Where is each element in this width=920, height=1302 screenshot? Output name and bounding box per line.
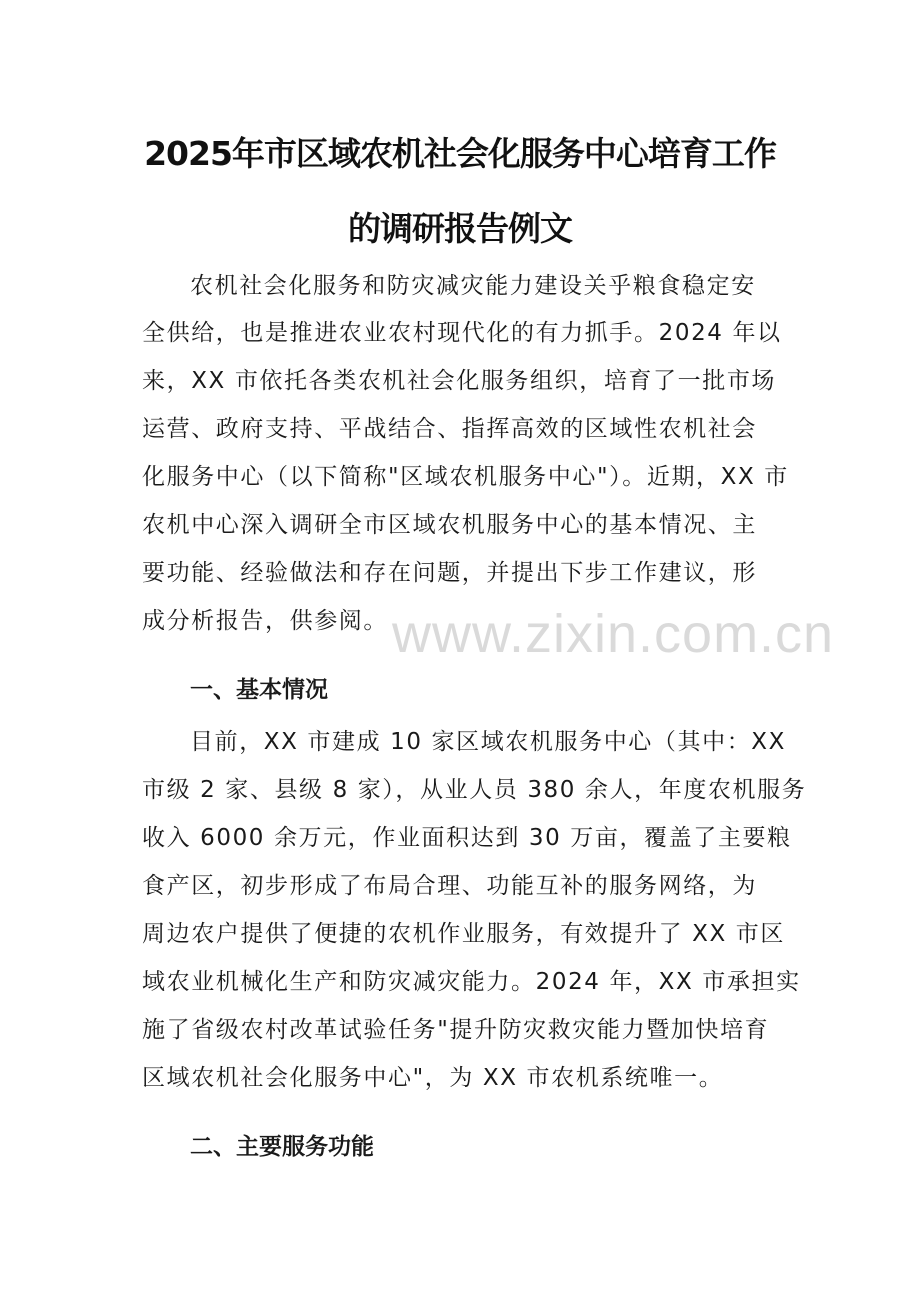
document-title-line-2: 的调研报告例文 <box>348 209 572 248</box>
section1-paragraph-line: 市级 2 家、县级 8 家），从业人员 380 余人，年度农机服务 <box>142 777 807 803</box>
section1-paragraph-line: 收入 6000 余万元，作业面积达到 30 万亩，覆盖了主要粮 <box>142 825 792 851</box>
intro-paragraph-line: 农机中心深入调研全市区域农机服务中心的基本情况、主 <box>142 512 757 538</box>
intro-paragraph-line: 来，XX 市依托各类农机社会化服务组织，培育了一批市场 <box>142 368 777 394</box>
intro-paragraph-line: 全供给，也是推进农业农村现代化的有力抓手。2024 年以 <box>142 320 782 346</box>
intro-paragraph-line: 成分析报告，供参阅。 <box>142 608 388 634</box>
section1-paragraph-line: 目前，XX 市建成 10 家区域农机服务中心（其中：XX <box>190 729 787 755</box>
watermark-text: www.zixin.com.cn <box>392 604 835 664</box>
intro-paragraph-line: 化服务中心（以下简称"区域农机服务中心"）。近期，XX 市 <box>142 464 789 490</box>
intro-paragraph-line: 运营、政府支持、平战结合、指挥高效的区域性农机社会 <box>142 416 757 442</box>
document-title-line-1: 2025年市区域农机社会化服务中心培育工作 <box>144 134 776 173</box>
section1-paragraph-line: 周边农户提供了便捷的农机作业服务，有效提升了 XX 市区 <box>142 921 785 947</box>
section1-paragraph-line: 区域农机社会化服务中心"，为 XX 市农机系统唯一。 <box>142 1065 724 1091</box>
section1-paragraph-line: 食产区，初步形成了布局合理、功能互补的服务网络，为 <box>142 873 757 899</box>
section1-paragraph-line: 施了省级农村改革试验任务"提升防灾救灾能力暨加快培育 <box>142 1017 770 1043</box>
intro-paragraph-line: 要功能、经验做法和存在问题，并提出下步工作建议，形 <box>142 560 757 586</box>
section-heading-main-functions: 二、主要服务功能 <box>190 1134 374 1160</box>
intro-paragraph-line: 农机社会化服务和防灾减灾能力建设关乎粮食稳定安 <box>190 273 756 299</box>
section1-paragraph-line: 域农业机械化生产和防灾减灾能力。2024 年，XX 市承担实 <box>142 969 801 995</box>
section-heading-basic-situation: 一、基本情况 <box>190 677 328 703</box>
